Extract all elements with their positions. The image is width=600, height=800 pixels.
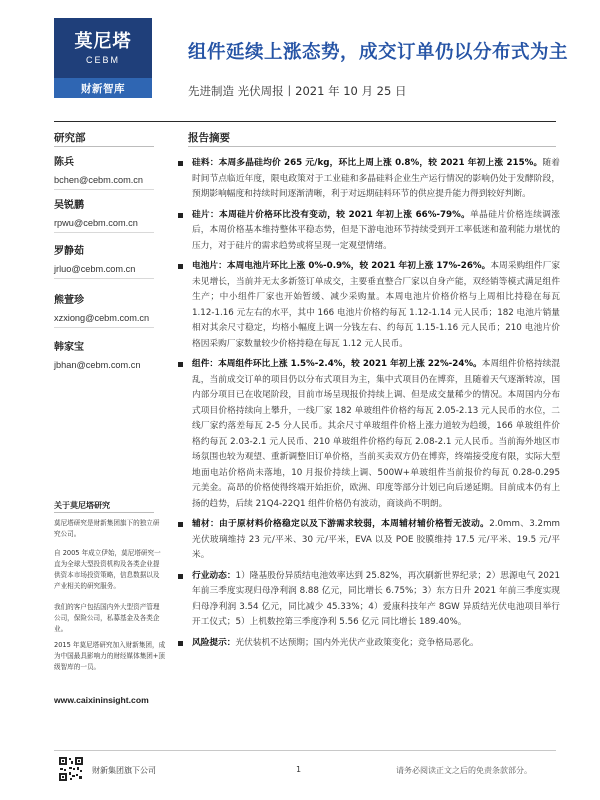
- report-title: 组件延续上涨态势，成交订单仍以分布式为主: [188, 42, 569, 63]
- square-bullet-icon: [178, 161, 183, 166]
- analyst-divider: [54, 327, 154, 328]
- analyst-name: 熊萱珍: [54, 295, 84, 306]
- summary-bullet: [176, 156, 560, 203]
- analyst-divider: [54, 189, 154, 190]
- research-dept-underline: [54, 146, 154, 147]
- square-bullet-icon: [178, 264, 183, 269]
- bullet-body: 本周采购组件厂家未见增长，当前并无太多新签订单成交，主要垂直整合厂家以自身产能，双经销等模式满足组件生产；中小组件厂家也开始暂缓、减少采购量。本周电池片价格价格与上周相比持稳在每瓦 1.12-1.16 元左右的水平，其中 166 电池片价格约每瓦 1.12-1.14 元人民币；182 电池片销量相对其余尺寸稳定，均格小幅度上调一分钱左右、约每瓦 1.15-1.16 元人民币；210 电池片价格因采购厂家数量较少价格持稳在每瓦 1.12 元人民币。: [192, 261, 561, 349]
- website-link[interactable]: www.caixininsight.com: [54, 695, 149, 705]
- bullet-lead: 辅材：由于原材料价格稳定以及下游需求较弱，本周辅材辅价格暂无波动。: [192, 519, 490, 529]
- analyst-divider: [54, 232, 154, 233]
- bullet-lead: 组件：本周组件环比上涨 1.5%-2.4%，较 2021 年初上涨 22%-24%。: [192, 359, 482, 369]
- analyst-name: 吴锐鹏: [54, 200, 84, 211]
- summary-heading: 报告摘要: [188, 132, 230, 144]
- logo-sub-block: 财新智库: [54, 78, 152, 98]
- about-paragraph: 2015 年莫尼塔研究加入财新集团，成为中国最具影响力的财经媒体集团+顶级智库的一员。: [54, 641, 166, 671]
- analyst-email[interactable]: jrluo@cebm.com.cn: [54, 264, 136, 274]
- bullet-body: 单晶硅片价格连续调涨后，本周价格基本维持整体平稳态势，但是下游电池环节持续受到开工率低迷和盈利能力堪忧的压力，对于硅片的需求趋势或将呈现一定观望情绪。: [192, 209, 561, 251]
- about-paragraph: 莫尼塔研究是财新集团旗下的独立研究公司。: [54, 519, 160, 538]
- analyst-block: [54, 196, 164, 228]
- summary-bullet: [176, 259, 560, 352]
- summary-underline: [188, 146, 556, 147]
- about-paragraph: 我们的客户包括国内外大型资产管理公司，保险公司，私募基金及各类企业。: [54, 603, 160, 633]
- footer-divider: [54, 750, 556, 751]
- analyst-name: 韩家宝: [54, 342, 84, 353]
- logo-name-en: CEBM: [85, 54, 120, 65]
- qr-code-icon: [58, 756, 84, 782]
- bullet-body: 光伏装机不达预期；国内外光伏产业政策变化；竞争格局恶化。: [235, 637, 479, 648]
- about-heading: 关于莫尼塔研究: [54, 501, 110, 510]
- bullet-lead: 硅料：本周多晶硅均价 265 元/kg，环比上周上涨 0.8%，较 2021 年初上涨 215%。: [192, 158, 543, 168]
- analyst-block: [54, 338, 164, 370]
- analyst-email[interactable]: rpwu@cebm.com.cn: [54, 218, 138, 228]
- square-bullet-icon: [178, 362, 183, 367]
- bullet-body: 1）隆基股份异质结电池效率达到 25.82%，再次刷新世界纪录；2）思源电气 2021 年前三季度实现归母净利润 8.88 亿元，同比增长 6.75%；3）东方日升 2021 年前三季度实现归母净利润 3.54 亿元，同比减少 45.33%；4）爱康科技年产 8GW 异质结光伏电池项目举行开工仪式；5）上机数控第三季度净利 5.56 亿元 同比增长 189.40%。: [192, 570, 561, 627]
- square-bullet-icon: [178, 574, 183, 579]
- analyst-email[interactable]: jbhan@cebm.com.cn: [54, 360, 141, 370]
- summary-bullet: [176, 636, 560, 652]
- analyst-block: [54, 153, 164, 185]
- research-dept-heading: 研究部: [54, 132, 86, 144]
- summary-bullet-list: [176, 156, 560, 656]
- footer-publisher: 财新集团旗下公司: [92, 766, 156, 775]
- page-number: 1: [296, 765, 302, 774]
- cebm-logo: [54, 18, 152, 98]
- bullet-lead: 电池片：本周电池片环比上涨 0%-0.9%，较 2021 年初上涨 17%-26%。: [192, 261, 491, 271]
- square-bullet-icon: [178, 641, 183, 646]
- analyst-email[interactable]: xzxiong@cebm.com.cn: [54, 313, 150, 323]
- report-subtitle: 先进制造 光伏周报丨2021 年 10 月 25 日: [188, 84, 407, 98]
- bullet-body: 本周组件价格持续混乱，当前成交订单的项目仍以分布式项目为主，集中式项目仍在博弈，且随着天气逐渐转凉，国内部分项目已在收尾阶段，目前市场呈现报价持续上调、但是成交量稀少的情况。本周国内分布式项目价格持续向上攀升，一线厂家 182 单玻组件价格约每瓦 2.05-2.13 元人民币的水位，二线厂家约落差每瓦 2-5 分人民币。其余尺寸单玻组件价格上涨力道较为趋缓，166 单玻组件价格约每瓦 2.03-2.1 元人民币、210 单玻组件价格约每瓦 2.08-2.1 元人民币。当前海外地区市场氛围也较为观望、重新调整旧订单价格，当前买卖双方仍在博弈，终端接受度有限，实际大型地面电站价格尚未落地，10 月报价持续上调、500W+单玻组件当前报价约每瓦 0.28-0.295 元美金。高昂的价格使得终端开始拒价，欧洲、印度等部分计划已向后递延期。目前成本仍有上扬的趋势，后续 21Q4-22Q1 组件价格仍有波动，商谈尚不明朗。: [192, 359, 561, 509]
- bullet-body: 2.0mm、3.2mm 光伏玻璃维持 23 元/平米、30 元/平米，EVA 以及 POE 胶膜维持 17.5 元/平米、19.5 元/平米。: [192, 519, 561, 560]
- logo-name-cn: 莫尼塔: [74, 30, 132, 52]
- about-paragraph: 自 2005 年成立伊始，莫尼塔研究一直为全球大型投资机构及各类企业提供资本市场投资策略，信息数据以及产业相关的研究服务。: [54, 549, 161, 590]
- summary-bullet: [176, 517, 560, 564]
- about-underline: [54, 512, 154, 513]
- logo-primary-block: [54, 18, 152, 78]
- analyst-block: [54, 291, 164, 323]
- summary-bullet: [176, 357, 560, 512]
- bullet-lead: 硅片：本周硅片价格环比没有变动，较 2021 年初上涨 66%-79%。: [192, 209, 471, 220]
- analyst-email[interactable]: bchen@cebm.com.cn: [54, 175, 143, 185]
- square-bullet-icon: [178, 522, 183, 527]
- analyst-block: [54, 242, 164, 274]
- header-divider: [54, 121, 556, 122]
- square-bullet-icon: [178, 213, 183, 218]
- analyst-divider: [54, 278, 154, 279]
- summary-bullet: [176, 569, 560, 631]
- summary-bullet: [176, 208, 560, 255]
- footer-disclaimer: 请务必阅读正文之后的免责条款部分。: [396, 766, 532, 775]
- analyst-name: 陈兵: [54, 157, 74, 168]
- analyst-name: 罗静茹: [54, 246, 84, 257]
- bullet-body: 随着时间节点临近年度，限电政策对于工业硅和多晶硅料企业生产运行情况的影响仍处于发酵阶段，预期影响幅度和持续时间逐渐清晰，利于对远期硅料环节的供应提升能力得到较好判断。: [192, 158, 560, 199]
- bullet-lead: 风险提示：: [192, 637, 236, 648]
- bullet-lead: 行业动态：: [192, 570, 236, 581]
